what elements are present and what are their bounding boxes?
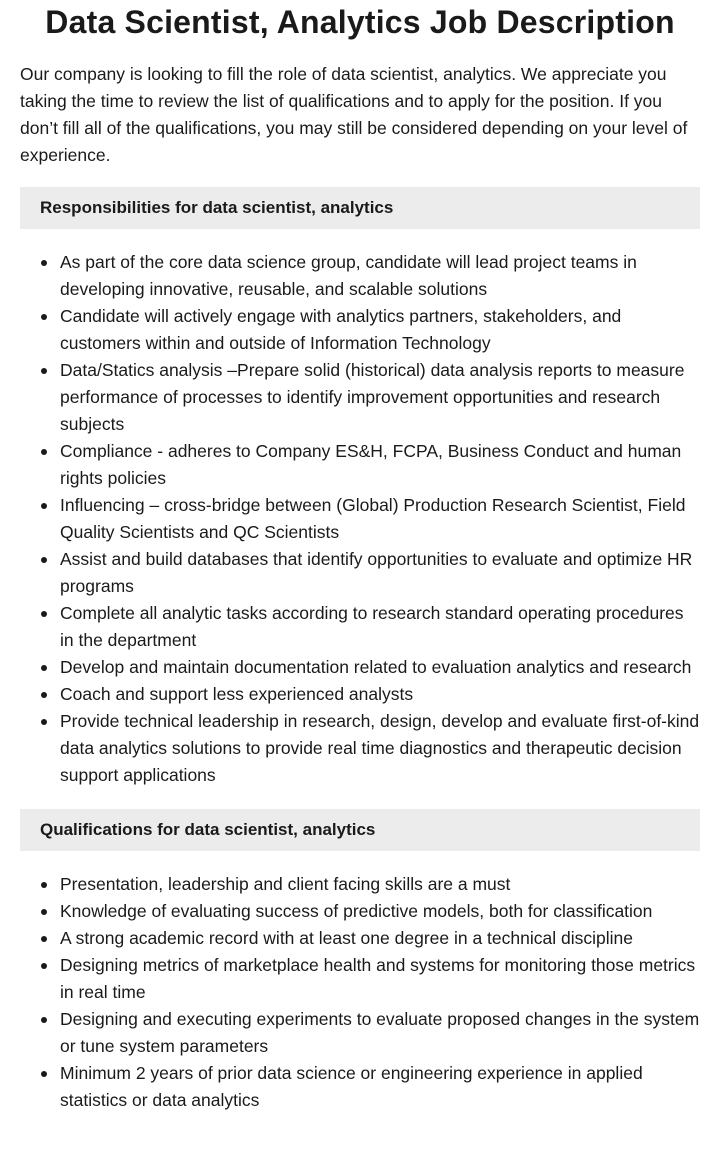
list-item: Designing and executing experiments to evaluate proposed changes in the system or tune system parameters	[20, 1006, 700, 1060]
list-item: Data/Statics analysis –Prepare solid (historical) data analysis reports to measure performance of processes to identify improvement opportunities and research subjects	[20, 357, 700, 438]
list-item: Minimum 2 years of prior data science or engineering experience in applied statistics or data analytics	[20, 1060, 700, 1114]
list-item: Presentation, leadership and client facing skills are a must	[20, 871, 700, 898]
list-item: As part of the core data science group, candidate will lead project teams in developing innovative, reusable, and scalable solutions	[20, 249, 700, 303]
qualifications-list	[20, 871, 700, 1114]
list-item: Candidate will actively engage with analytics partners, stakeholders, and customers within and outside of Information Technology	[20, 303, 700, 357]
list-item: Provide technical leadership in research, design, develop and evaluate first-of-kind data analytics solutions to provide real time diagnostics and therapeutic decision support applications	[20, 708, 700, 789]
responsibilities-heading: Responsibilities for data scientist, analytics	[20, 187, 700, 229]
list-item: Compliance - adheres to Company ES&H, FCPA, Business Conduct and human rights policies	[20, 438, 700, 492]
intro-paragraph: Our company is looking to fill the role of data scientist, analytics. We appreciate you taking the time to review the list of qualifications and to apply for the position. If you don’t fill all of the qualifications, you may still be considered depending on your level of experience.	[20, 64, 688, 165]
list-item: Coach and support less experienced analysts	[20, 681, 700, 708]
page-title: Data Scientist, Analytics Job Description	[45, 4, 675, 40]
list-item: Assist and build databases that identify opportunities to evaluate and optimize HR programs	[20, 546, 700, 600]
list-item: Complete all analytic tasks according to research standard operating procedures in the department	[20, 600, 700, 654]
responsibilities-list	[20, 249, 700, 789]
list-item: A strong academic record with at least one degree in a technical discipline	[20, 925, 700, 952]
list-item: Knowledge of evaluating success of predictive models, both for classification	[20, 898, 700, 925]
list-item: Designing metrics of marketplace health and systems for monitoring those metrics in real time	[20, 952, 700, 1006]
job-description-page	[0, 2, 720, 1114]
list-item: Develop and maintain documentation related to evaluation analytics and research	[20, 654, 700, 681]
qualifications-heading: Qualifications for data scientist, analytics	[20, 809, 700, 851]
list-item: Influencing – cross-bridge between (Global) Production Research Scientist, Field Quality Scientists and QC Scientists	[20, 492, 700, 546]
